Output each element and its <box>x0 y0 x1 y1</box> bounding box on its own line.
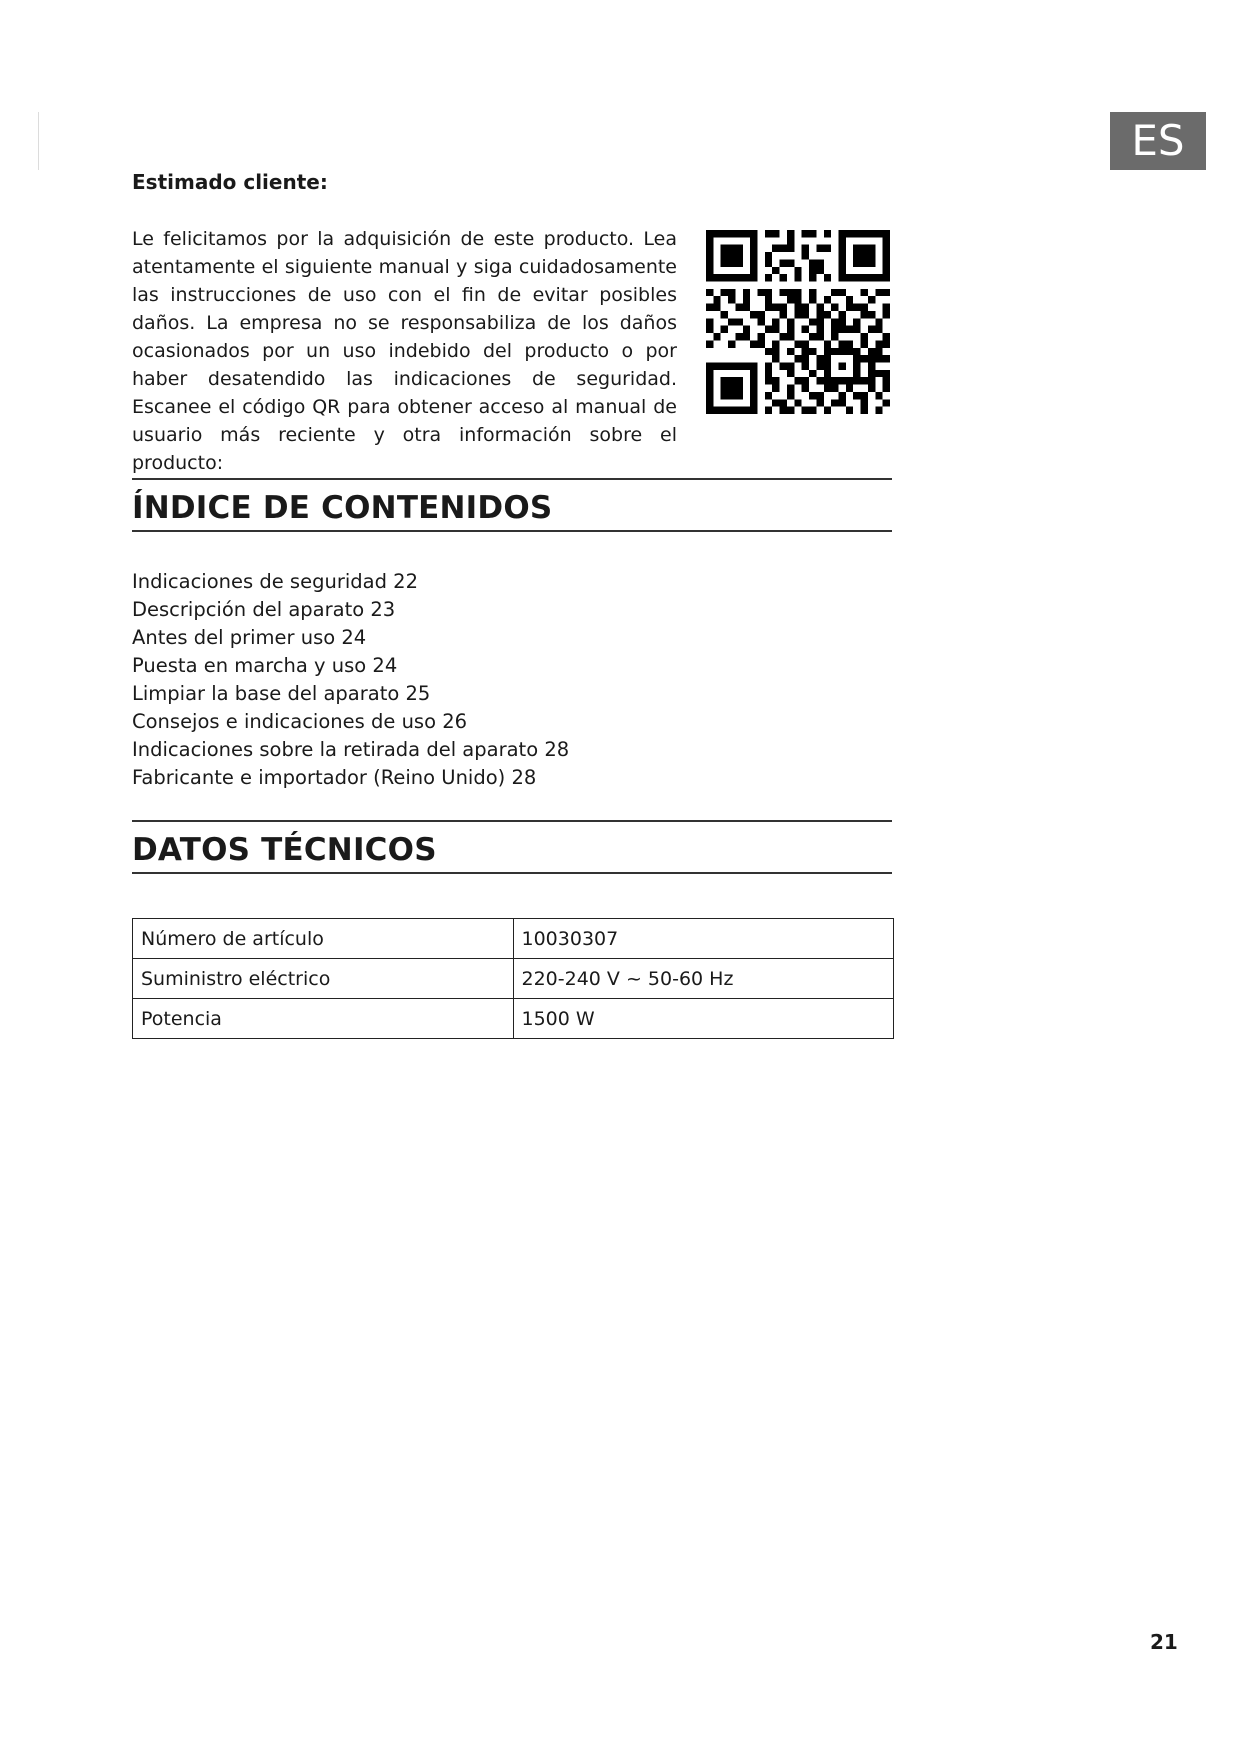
toc-item: Indicaciones sobre la retirada del aparato 28 <box>132 738 570 761</box>
spec-value: 1500 W <box>513 999 894 1039</box>
page-number: 21 <box>1150 1630 1178 1654</box>
table-row <box>133 999 894 1039</box>
spec-label: Suministro eléctrico <box>133 959 514 999</box>
spec-label: Número de artículo <box>133 919 514 959</box>
spec-value: 220-240 V ~ 50-60 Hz <box>513 959 894 999</box>
language-tab: ES <box>1110 112 1206 170</box>
table-row <box>133 959 894 999</box>
toc-item: Limpiar la base del aparato 25 <box>132 682 431 705</box>
toc-item: Consejos e indicaciones de uso 26 <box>132 710 468 733</box>
toc-item: Descripción del aparato 23 <box>132 598 396 621</box>
intro-paragraph: Le felicitamos por la adquisición de este producto. Lea atentamente el siguiente manual y siga cuidadosamente las instrucciones de uso con el fin de evitar posibles daños. La empresa no se responsabiliza de los daños ocasionados por un uso indebido del producto o por haber desatendido las indicaciones de seguridad. Escanee el código QR para obtener acceso al manual de usuario más reciente y otra información sobre el producto: <box>132 228 677 474</box>
table-row <box>133 919 894 959</box>
greeting: Estimado cliente: <box>132 170 328 194</box>
toc-item: Indicaciones de seguridad 22 <box>132 570 418 593</box>
toc-title: ÍNDICE DE CONTENIDOS <box>132 490 553 526</box>
section-divider-top <box>132 820 892 822</box>
margin-line <box>38 112 39 170</box>
spec-value: 10030307 <box>513 919 894 959</box>
specs-title: DATOS TÉCNICOS <box>132 832 437 868</box>
toc-item: Antes del primer uso 24 <box>132 626 367 649</box>
toc-item: Puesta en marcha y uso 24 <box>132 654 398 677</box>
section-divider-top <box>132 478 892 480</box>
specs-table <box>132 918 894 1039</box>
section-divider-bottom <box>132 530 892 532</box>
qr-code <box>706 230 890 414</box>
spec-label: Potencia <box>133 999 514 1039</box>
toc-item: Fabricante e importador (Reino Unido) 28 <box>132 766 537 789</box>
section-divider-bottom <box>132 872 892 874</box>
table-of-contents <box>132 568 569 792</box>
